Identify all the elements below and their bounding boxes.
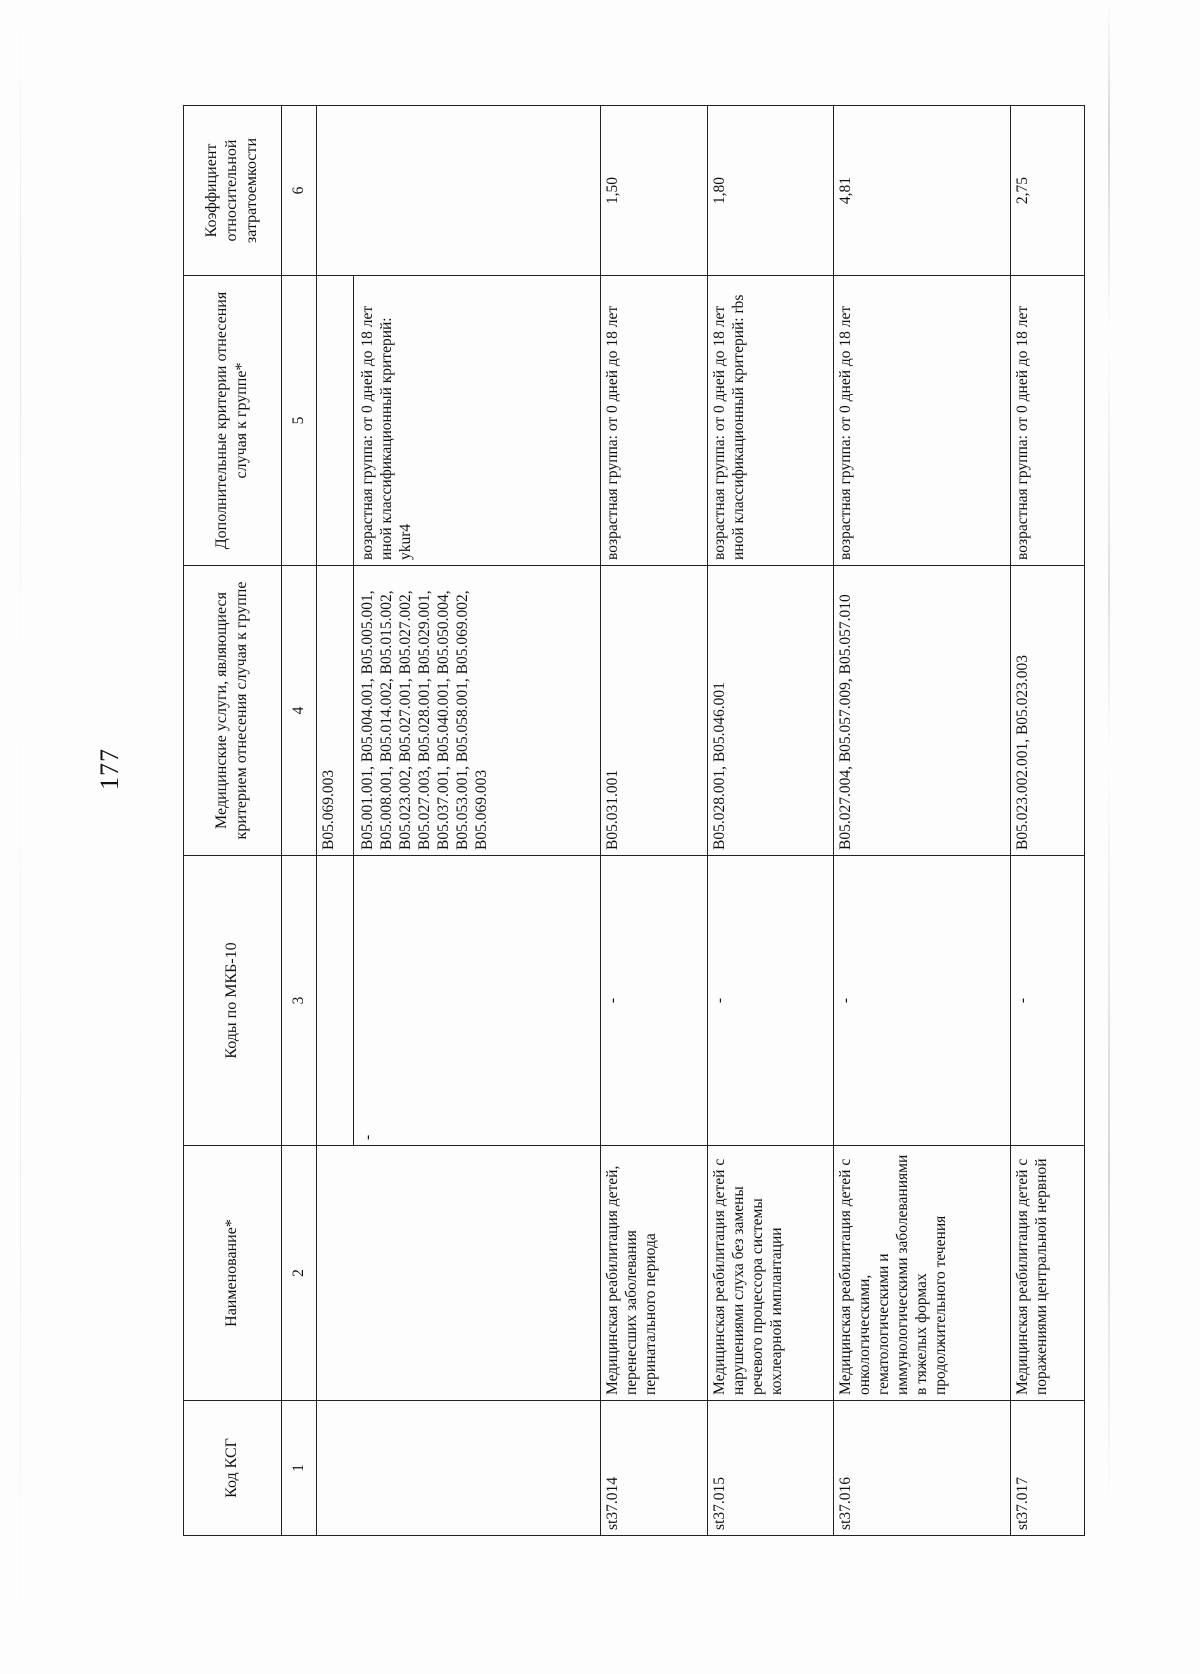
ksg-criteria: возрастная группа: от 0 дней до 18 лет: [834, 276, 1011, 566]
ksg-code: st37.016: [834, 1401, 1011, 1536]
continuation-row: [316, 106, 600, 1536]
ksg-coefficient: 1,80: [708, 106, 834, 276]
continuation-coefficient: [316, 106, 600, 276]
ksg-services: B05.027.004, B05.057.009, B05.057.010: [834, 566, 1011, 856]
ksg-services: B05.023.002.001, B05.023.003: [1011, 566, 1085, 856]
header-code: Код КСГ: [184, 1401, 282, 1536]
header-name: Наименование*: [184, 1146, 282, 1401]
header-services: Медицинские услуги, являющиеся критерием отнесения случая к группе: [184, 566, 282, 856]
continuation-services-top: B05.069.003: [317, 566, 354, 855]
ksg-coefficient: 4,81: [834, 106, 1011, 276]
scan-artifact-right: [1108, 0, 1110, 1674]
column-number-row: [281, 106, 316, 1536]
ksg-icd: -: [834, 856, 1011, 1146]
column-number: 3: [281, 856, 316, 1146]
ksg-name: Медицинская реабилитация детей, перенесших заболевания перинатального периода: [600, 1146, 707, 1401]
continuation-services-value: B05.001.001, B05.004.001, B05.005.001, B05.008.001, B05.014.002, B05.015.002, B05.023.002, B05.027.001, B05.027.002, B05.027.003, B05.028.001, B05.029.001, B05.037.001, B05.040.001, B05.050.004, B05.053.001, B05.058.001, B05.069.002, B05.069.003: [358, 590, 490, 850]
table-row: [1011, 106, 1085, 1536]
continuation-name: [316, 1146, 600, 1401]
continuation-icd-value: -: [358, 1134, 376, 1140]
ksg-icd: -: [600, 856, 707, 1146]
ksg-table-container: [183, 106, 1085, 1536]
continuation-criteria-top: [317, 276, 354, 565]
ksg-code: st37.014: [600, 1401, 707, 1536]
column-number: 2: [281, 1146, 316, 1401]
ksg-icd: -: [1011, 856, 1085, 1146]
continuation-icd: [316, 856, 600, 1146]
continuation-icd-top: [317, 856, 354, 1145]
table-row: [708, 106, 834, 1536]
ksg-code: st37.017: [1011, 1401, 1085, 1536]
header-icd: Коды по МКБ-10: [184, 856, 282, 1146]
ksg-coefficient: 2,75: [1011, 106, 1085, 276]
ksg-coefficient: 1,50: [600, 106, 707, 276]
ksg-services: B05.031.001: [600, 566, 707, 856]
continuation-code: [316, 1401, 600, 1536]
ksg-name: Медицинская реабилитация детей с поражениями центральной нервной: [1011, 1146, 1085, 1401]
ksg-table: [183, 105, 1085, 1536]
ksg-services: B05.028.001, B05.046.001: [708, 566, 834, 856]
table-row: [600, 106, 707, 1536]
table-row: [834, 106, 1011, 1536]
header-coefficient: Коэффициент относительной затратоемкости: [184, 106, 282, 276]
table-header-row: [184, 106, 282, 1536]
ksg-name: Медицинская реабилитация детей с нарушениями слуха без замены речевого процессора системы кохлеарной имплантации: [708, 1146, 834, 1401]
column-number: 6: [281, 106, 316, 276]
header-criteria: Дополнительные критерии отнесения случая к группе*: [184, 276, 282, 566]
scan-artifact-left: [20, 0, 21, 1674]
column-number: 4: [281, 566, 316, 856]
continuation-services: [316, 566, 600, 856]
page-number: 177: [95, 748, 124, 790]
column-number: 1: [281, 1401, 316, 1536]
column-number: 5: [281, 276, 316, 566]
ksg-criteria: возрастная группа: от 0 дней до 18 лет иной классификационный критерий: rbs: [708, 276, 834, 566]
continuation-criteria: [316, 276, 600, 566]
ksg-criteria: возрастная группа: от 0 дней до 18 лет: [1011, 276, 1085, 566]
ksg-icd: -: [708, 856, 834, 1146]
continuation-criteria-value: возрастная группа: от 0 дней до 18 лет иной классификационный критерий: ykur4: [358, 305, 414, 560]
ksg-criteria: возрастная группа: от 0 дней до 18 лет: [600, 276, 707, 566]
ksg-name: Медицинская реабилитация детей с онкологическими, гематологическими и иммунологическими заболеваниями в тяжелых формах продолжительного течения: [834, 1146, 1011, 1401]
ksg-code: st37.015: [708, 1401, 834, 1536]
